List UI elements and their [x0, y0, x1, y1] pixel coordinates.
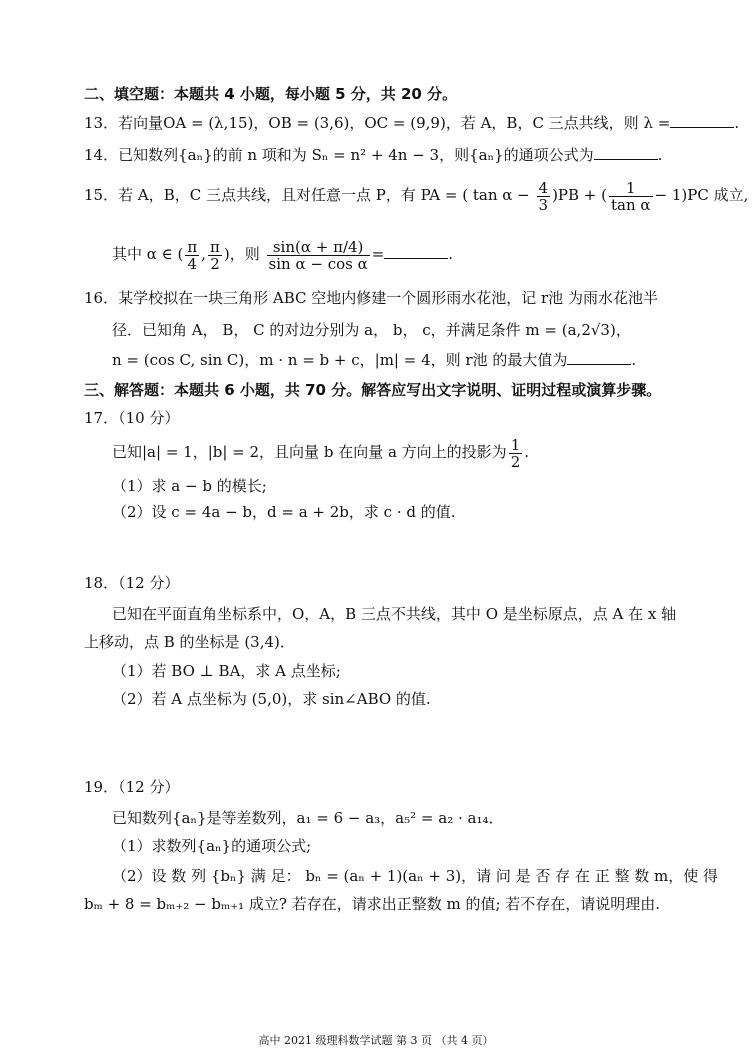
q17-frac-num: 1 [510, 435, 521, 454]
q17-fraction-1-2 [509, 437, 523, 470]
q17-stem-text: 已知|a| = 1，|b| = 2，且向量 b 在向量 a 方向上的投影为 [112, 443, 507, 461]
q15-frac2-den: tan α [611, 195, 651, 214]
q15-answer-blank[interactable] [384, 244, 448, 259]
q15-equals: = [371, 245, 385, 263]
q18-part-2: （2）若 A 点坐标为 (5,0)，求 sin∠ABO 的值. [112, 690, 431, 708]
q15-end: . [448, 245, 454, 263]
question-14 [84, 145, 662, 165]
question-13 [84, 113, 739, 133]
q19-stem: 已知数列{aₙ}是等差数列，a₁ = 6 − a₃，a₅² = a₂ · a₁₄． [112, 809, 504, 827]
question-16-line-3 [112, 350, 636, 370]
q16-line-2: 径．已知角 A， B， C 的对边分别为 a， b， c，并满足条件 m = (a,2√3)， [112, 321, 631, 339]
section-3-heading: 三、解答题：本题共 6 小题，共 70 分。解答应写出文字说明、证明过程或演算步骤。 [84, 381, 662, 399]
q15-fraction-pi-4 [185, 239, 199, 272]
q18-stem-line-1: 已知在平面直角坐标系中，O，A，B 三点不共线，其中 O 是坐标原点，点 A 在 x 轴 [112, 605, 677, 623]
q16-end: . [631, 351, 637, 369]
q14-number: 14． [84, 146, 119, 164]
q15-frac1-den: 3 [538, 195, 549, 214]
section-2-heading: 二、填空题：本题共 4 小题，每小题 5 分，共 20 分。 [84, 85, 458, 103]
q13-text: 若向量OA = (λ,15)，OB = (3,6)，OC = (9,9)，若 A，B，C 三点共线，则 λ = [118, 114, 671, 132]
q17-part-1: （1）求 a − b 的模长; [112, 477, 267, 495]
question-15-line-1 [84, 178, 748, 213]
q19-part-2-line-2: bₘ + 8 = bₘ₊₂ − bₘ₊₁ 成立? 若存在，请求出正整数 m 的值; 若不存在，请说明理由. [84, 895, 661, 913]
q16-line-3: n = (cos C, sin C)，m · n = b + c，|m| = 4，则 r池 的最大值为 [112, 351, 568, 369]
q15-fraction-pi-2 [208, 239, 222, 272]
q17-stem [112, 434, 529, 470]
q14-text: 已知数列{aₙ}的前 n 项和为 Sₙ = n² + 4n − 3，则{aₙ}的通项公式为 [118, 146, 594, 164]
q13-end: . [734, 114, 740, 132]
q15-frac4-den: 2 [210, 254, 220, 273]
q15-frac3-num: π [187, 237, 198, 256]
q19-part-2-line-1: （2）设 数 列 {bₙ} 满 足： bₙ = (aₙ + 1)(aₙ + 3)，请 问 是 否 存 在 正 整 数 m，使 得 [112, 867, 719, 885]
q17-header: 17．（10 分） [84, 409, 180, 427]
q15-text-a: 若 A，B，C 三点共线，且对任意一点 P，有 PA = ( tan α − [118, 186, 530, 204]
q17-part-2: （2）设 c = 4a − b，d = a + 2b，求 c · d 的值. [112, 503, 456, 521]
q17-frac-den: 2 [510, 452, 521, 471]
q15-frac3-den: 4 [187, 254, 198, 273]
q18-header: 18．（12 分） [84, 574, 180, 592]
q19-header: 19．（12 分） [84, 778, 180, 796]
q15-text-e: )，则 [223, 245, 260, 263]
q18-stem-line-2: 上移动，点 B 的坐标是 (3,4)． [84, 633, 295, 651]
q16-line-1: 某学校拟在一块三角形 ABC 空地内修建一个圆形雨水花池，记 r池 为雨水花池半 [118, 289, 658, 307]
q15-frac4-num: π [210, 237, 220, 256]
question-16-line-1 [84, 288, 658, 308]
q15-frac1-num: 4 [538, 178, 549, 197]
q15-number: 15． [84, 186, 119, 204]
q19-part-1: （1）求数列{aₙ}的通项公式; [112, 837, 312, 855]
q18-part-1: （1）若 BO ⊥ BA，求 A 点坐标; [112, 662, 341, 680]
q15-text-b: )PB + ( [552, 186, 607, 204]
question-16-line-2 [112, 320, 631, 340]
q15-frac5-num: sin(α + π/4) [267, 239, 370, 256]
q14-answer-blank[interactable] [594, 145, 658, 160]
q16-answer-blank[interactable] [567, 350, 631, 365]
page-footer: 高中 2021 级理科数学试题 第 3 页 （共 4 页） [258, 1034, 494, 1047]
q17-stem-end: . [524, 443, 530, 461]
q15-fraction-1-tan [609, 180, 653, 213]
q14-end: . [657, 146, 663, 164]
q16-number: 16． [84, 289, 119, 307]
question-15-line-2: 其中 α ∈ ( $\frac{\pi}{4}$ , $\frac{\pi}{2}$ )，则 $\frac{\sin(\alpha + \pi/4)}{\text{sin α − cos α}}$ = . [112, 237, 454, 273]
q15-fraction-4-3 [537, 180, 551, 213]
q15-text-d: 其中 α ∈ ( [112, 245, 184, 263]
q13-answer-blank[interactable] [670, 113, 734, 128]
q15-frac5-den: sin α − cos α [268, 254, 368, 273]
q15-fraction-main [267, 239, 370, 272]
q15-text-c: − 1)PC 成立, [654, 186, 749, 204]
q13-number: 13． [84, 114, 119, 132]
q15-frac2-num: 1 [609, 180, 653, 197]
